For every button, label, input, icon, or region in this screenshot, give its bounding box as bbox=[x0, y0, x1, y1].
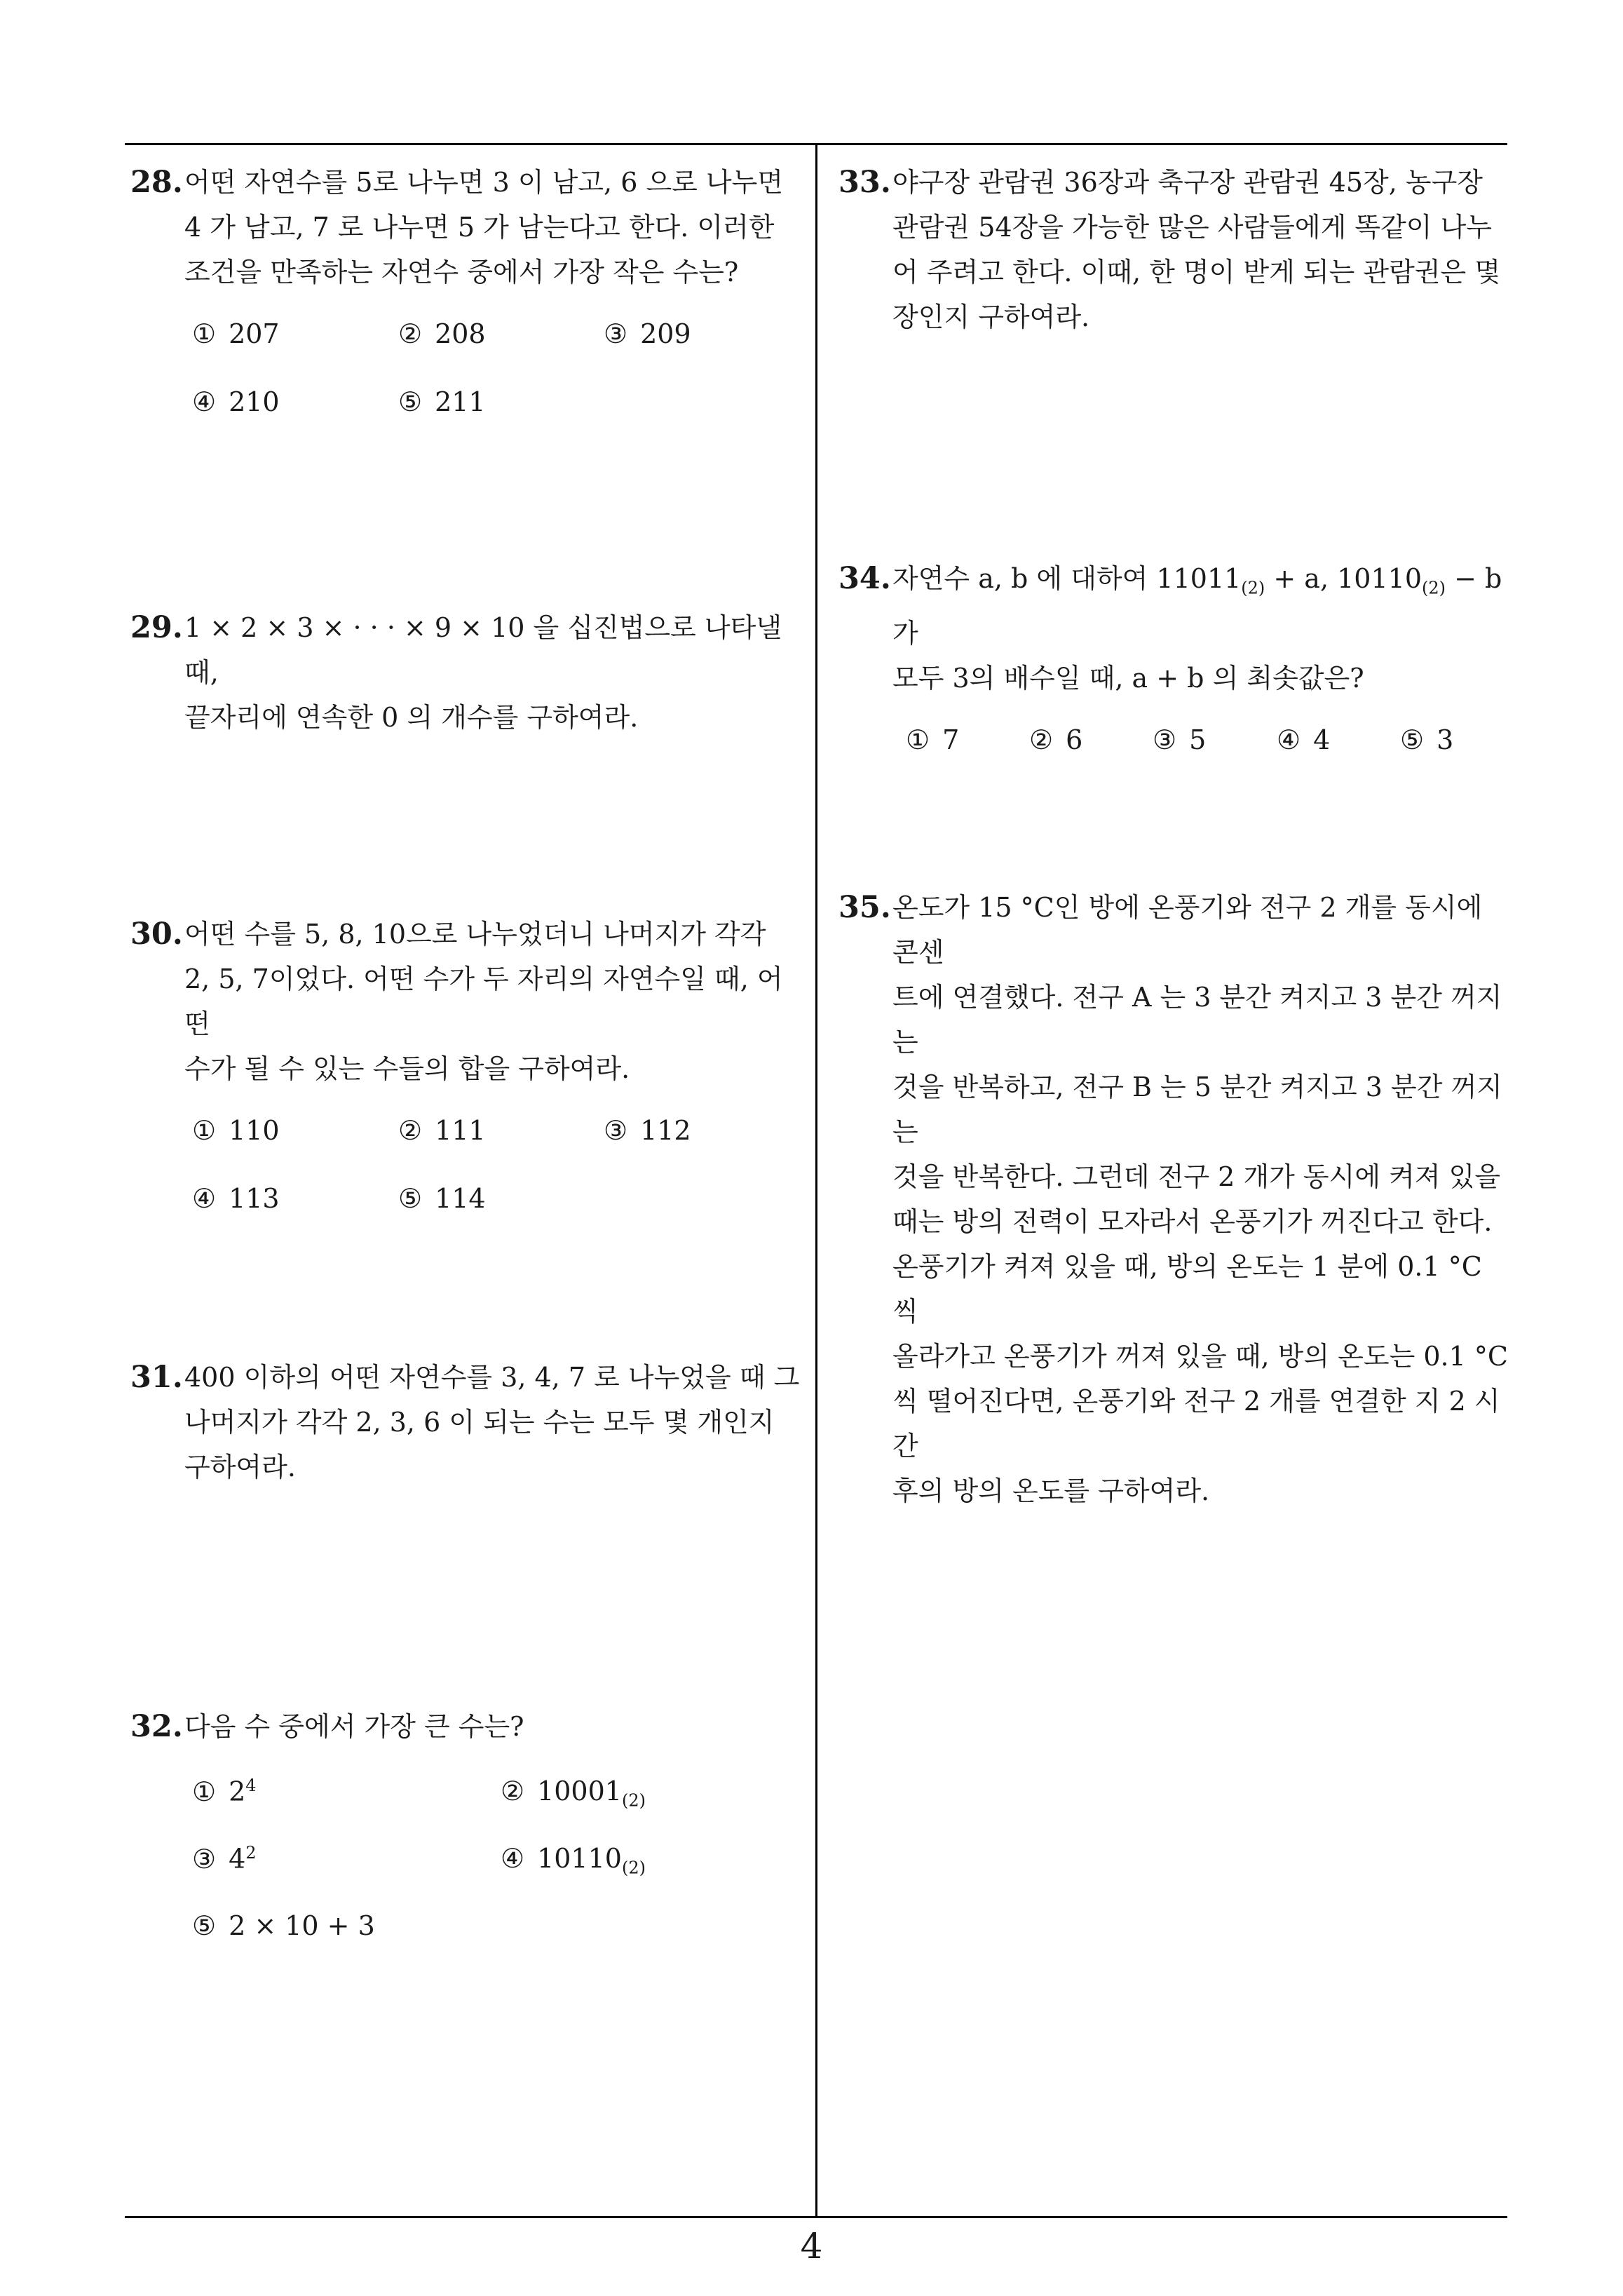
choice-4[interactable]: ④ 4 bbox=[1277, 724, 1331, 755]
problem-text: 다음 수 중에서 가장 큰 수는? bbox=[184, 1711, 524, 1742]
choice-1[interactable]: ① 207 bbox=[192, 318, 280, 349]
choice-4[interactable]: ④ $10110_{(2)}$ bbox=[501, 1843, 646, 1878]
problem-number: 32. bbox=[130, 1709, 183, 1744]
problem-30 bbox=[130, 912, 803, 1214]
choice-3[interactable]: ③ 112 bbox=[604, 1115, 691, 1146]
problem-text: 야구장 관람권 36장과 축구장 관람권 45장, 농구장 관람권 54장을 가능한 많은 사람들에게 똑같이 나누 어 주려고 한다. 이때, 한 명이 받게 되는 관람권은 몇 장인지 구하여라. bbox=[892, 167, 1501, 332]
choice-3[interactable]: ③ $4^2$ bbox=[192, 1843, 257, 1875]
choice-2[interactable]: ② $10001_{(2)}$ bbox=[501, 1776, 646, 1811]
choice-3[interactable]: ③ 209 bbox=[604, 318, 691, 349]
choice-4[interactable]: ④ 210 bbox=[192, 386, 280, 417]
problem-29 bbox=[130, 605, 803, 740]
problem-33 bbox=[838, 160, 1513, 339]
choice-2[interactable]: ② 208 bbox=[398, 318, 486, 349]
problem-34 bbox=[838, 556, 1513, 755]
problem-text: 자연수 a, b 에 대하여 $11011_{(2)} + a$, $10110_{(2)} - b$ 가 모두 3의 배수일 때, a + b 의 최솟값은? bbox=[892, 563, 1502, 694]
problem-text: 어떤 수를 5, 8, 10으로 나누었더니 나머지가 각각 2, 5, 7이었다. 어떤 수가 두 자리의 자연수일 때, 어떤 수가 될 수 있는 수들의 합을 구하여라. bbox=[184, 919, 783, 1084]
problem-number: 34. bbox=[838, 561, 891, 596]
choice-3[interactable]: ③ 5 bbox=[1153, 724, 1207, 755]
problem-32 bbox=[130, 1704, 803, 1941]
choice-5[interactable]: ⑤ 3 bbox=[1400, 724, 1454, 755]
problem-number: 31. bbox=[130, 1360, 183, 1395]
problem-number: 33. bbox=[838, 165, 891, 200]
choice-1[interactable]: ① 7 bbox=[906, 724, 960, 755]
problem-number: 35. bbox=[838, 890, 891, 925]
problem-35 bbox=[838, 885, 1513, 1513]
problem-text: 어떤 자연수를 5로 나누면 3 이 남고, 6 으로 나누면 4 가 남고, 7 로 나누면 5 가 남는다고 한다. 이러한 조건을 만족하는 자연수 중에서 가장 작은 수는? bbox=[184, 167, 784, 288]
problem-number: 28. bbox=[130, 165, 183, 200]
bottom-rule bbox=[125, 2216, 1507, 2218]
choice-5[interactable]: ⑤ 211 bbox=[398, 386, 486, 417]
choice-2[interactable]: ② 6 bbox=[1029, 724, 1083, 755]
problem-text: 1 × 2 × 3 × · · · × 9 × 10 을 십진법으로 나타낼 때, 끝자리에 연속한 0 의 개수를 구하여라. bbox=[184, 612, 782, 733]
choice-5[interactable]: ⑤ 114 bbox=[398, 1183, 486, 1214]
column-divider bbox=[815, 145, 817, 2216]
problem-text: 온도가 15 °C인 방에 온풍기와 전구 2 개를 동시에 콘센 트에 연결했다. 전구 A 는 3 분간 켜지고 3 분간 꺼지는 것을 반복하고, 전구 B 는 5 분간 켜지고 3 분간 꺼지는 것을 반복한다. 그런데 전구 2 개가 동시에 켜져 있을 때는 방의 전력이 모자라서 온풍기가 꺼진다고 한다. 온풍기가 켜져 있을 때, 방의 온도는 1 분에 0.1 °C 씩 올라가고 온풍기가 꺼져 있을 때, 방의 온도는 0.1 °C 씩 떨어진다면, 온풍기와 전구 2 개를 연결한 지 2 시간 후의 방의 온도를 구하여라. bbox=[892, 892, 1508, 1506]
page-number: 4 bbox=[800, 2226, 823, 2267]
problem-number: 29. bbox=[130, 610, 183, 645]
choice-1[interactable]: ① 110 bbox=[192, 1115, 280, 1146]
problem-text: 400 이하의 어떤 자연수를 3, 4, 7 로 나누었을 때 그 나머지가 각각 2, 3, 6 이 되는 수는 모두 몇 개인지 구하여라. bbox=[184, 1362, 800, 1483]
problem-number: 30. bbox=[130, 917, 183, 952]
choice-1[interactable]: ① $2^4$ bbox=[192, 1776, 257, 1807]
choice-4[interactable]: ④ 113 bbox=[192, 1183, 280, 1214]
choice-5[interactable]: ⑤ 2 × 10 + 3 bbox=[192, 1910, 375, 1941]
problem-31 bbox=[130, 1355, 803, 1490]
choice-2[interactable]: ② 111 bbox=[398, 1115, 486, 1146]
problem-28 bbox=[130, 160, 803, 417]
